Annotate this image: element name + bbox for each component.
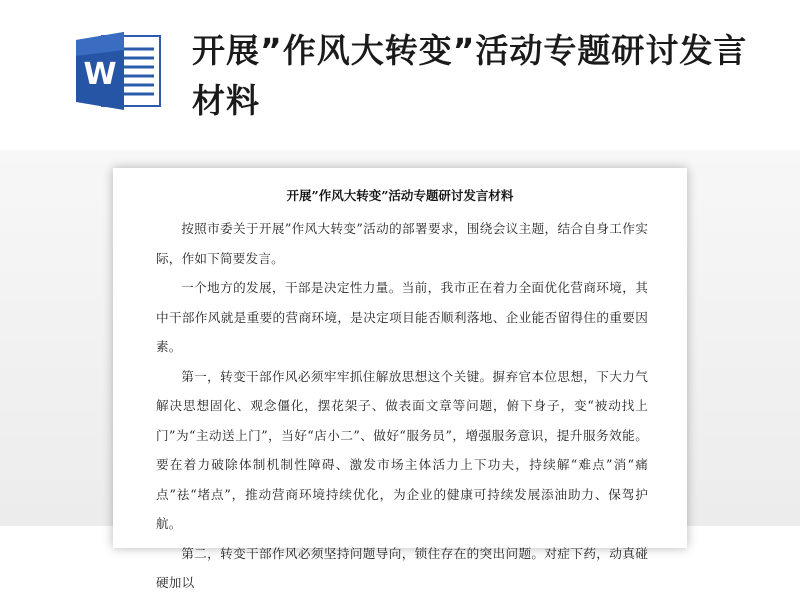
- paragraph-2: 一个地方的发展，干部是决定性力量。当前，我市正在着力全面优化营商环境，其中干部作风就是重要的营商环境，是决定项目能否顺利落地、企业能否留得住的重要因素。: [156, 280, 648, 354]
- paragraph-4: 第二，转变干部作风必须坚持问题导向，锁住存在的突出问题。对症下药，动真碰硬加以: [156, 545, 648, 590]
- document-body: [156, 214, 648, 598]
- paragraph-1: 按照市委关于开展”作风大转变”活动的部署要求，围绕会议主题，结合自身工作实际，作如下简要发言。: [156, 221, 648, 266]
- paragraph-3: 第一，转变干部作风必须牢牢抓住解放思想这个关键。摒弃官本位思想，下大力气解决思想固化、观念僵化，摆花架子、做表面文章等问题，俯下身子，变“被动找上门”为“主动送上门”，当好“店小二”、做好“服务员”，增强服务意识，提升服务效能。要在着力破除体制机制性障碍、激发市场主体活力上下功夫，持续解“难点”消“痛点”祛“堵点”，推动营商环境持续优化，为企业的健康可持续发展添油助力、保驾护航。: [156, 368, 648, 531]
- page-title: 开展”作风大转变”活动专题研讨发言材料: [192, 31, 748, 120]
- header: [0, 0, 800, 150]
- document-page: [113, 168, 687, 590]
- svg-text:W: W: [83, 57, 117, 92]
- document-title: 开展”作风大转变”活动专题研讨发言材料: [286, 188, 514, 203]
- word-icon: [74, 30, 164, 112]
